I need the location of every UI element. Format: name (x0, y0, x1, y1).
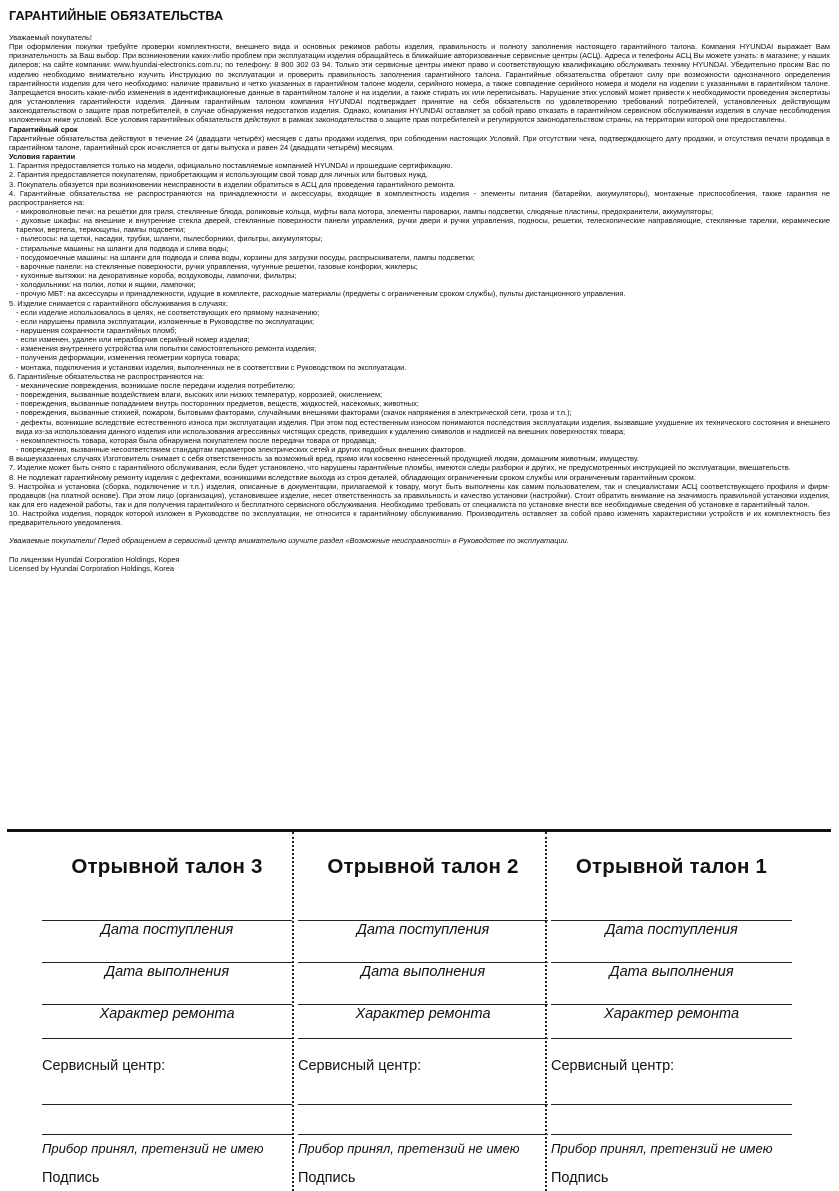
intro-paragraph: При оформлении покупки требуйте проверки комплектности, внешнего вида и основных режимов работы изделия, правильность и полноту заполнения настоящего гарантийного талона. Компания HYUNDAI выражает Вам признательность за Ваш выбор. При возникновении каких-либо проблем при эксплуатации изделия обращайтесь в ближайшие авторизованные сервисные центры (АСЦ). Адреса и телефоны АСЦ Вы можете узнать: в магазине; у наших дилеров; на сайте компании: www.hyundai-electronics.com.ru; по телефону: 8 800 302 03 94. Только эти сервисные центры имеют право и соответствующую квалификацию обслуживать технику HYUNDAI. Убедительно просим Вас по изделию необходимо внимательно изучить Инструкцию по эксплуатации и проверить правильность заполнения гарантийного талона. Гарантийные обязательства обретают силу при возможности однозначного определения гарантийности изделия для чего необходимо: наличие правильно и четко указанных в гарантийном талоне модели, серийного номера, а также совпадение серийного номера и модели на изделии с указанными в гарантийном талоне. Запрещается вносить какие-либо изменения в идентификационные данные в гарантийном талоне и на изделии, а также стирать их или переписывать. Нарушение этих условий может привести к необходимости проведения экспертизы для установления гарантийности изделия. Данным гарантийным талоном компания HYUNDAI подтверждает принятие на себя обязательств по удовлетворению требований потребителей, установленных действующим законодательством о защите прав потребителей, в случае обнаружения недостатков изделия. Однако, компания HYUNDAI оставляет за собой право отказать в гарантийном сервисном обслуживании изделия в случае несоблюдения изложенных ниже условий. Все условия гарантийных обязательств действуют в рамках законодательства о защите прав потребителей и регулируются законодательством страны, на территории которой они предоставлены. (9, 42, 830, 125)
completed-date-field[interactable]: Дата выполнения (360, 964, 486, 980)
condition-4-item: - кухонные вытяжки: на декоративные короба, воздуховоды, лампочки, фильтры; (16, 271, 297, 281)
condition-4-item: - духовые шкафы: на внешние и внутренние стекла дверей, стеклянные поверхности панели управления, ручки двери и ручки управления, подносы, решетки, телескопические направляющие, стеклянные тарелки, керамические тарелки, вертела, термощупы, лампы подсветки; (16, 216, 830, 235)
condition-5-item: - если нарушены правила эксплуатации, изложенные в Руководстве по эксплуатации; (16, 316, 315, 326)
coupon-line (551, 920, 792, 921)
coupon-line (298, 962, 548, 963)
repair-type-field[interactable]: Характер ремонта (355, 1006, 491, 1022)
coupon-line (551, 962, 792, 963)
condition-4-item: - холодильники: на полки, лотки и ящики, лампочки; (16, 280, 196, 290)
condition-4-item: - пылесосы: на щетки, насадки, трубки, шланги, пылесборники, фильтры, аккумуляторы; (16, 234, 323, 244)
condition-5-item: - монтажа, подключения и установки изделия, выполненных не в соответствии с Руководством по эксплуатации. (16, 362, 407, 372)
acceptance-statement: Прибор принял, претензий не имею (298, 1141, 520, 1156)
coupon-line (551, 1104, 792, 1105)
condition-6-item: - некомплектность товара, которая была обнаружена покупателем после передачи товара от продавца; (16, 435, 377, 445)
condition-6: 6. Гарантийные обязательства не распространяются на: (9, 371, 205, 381)
received-date-field[interactable]: Дата поступления (100, 922, 234, 938)
condition-4-item: - варочные панели: на стеклянные поверхности, ручки управления, чугунные решетки, газовые конфорки, жиклеры; (16, 261, 418, 271)
coupon-line (42, 920, 292, 921)
tear-off-coupons (0, 832, 839, 1191)
greeting: Уважаемый покупатель! (9, 33, 92, 42)
service-center-field[interactable]: Сервисный центр: (42, 1058, 166, 1074)
signature-field[interactable]: Подпись (298, 1170, 356, 1186)
condition-5-item: - нарушения сохранности гарантийных пломб; (16, 326, 177, 335)
acceptance-statement: Прибор принял, претензий не имею (42, 1141, 264, 1156)
coupon-line (551, 1004, 792, 1005)
condition-1: 1. Гарантия предоставляется только на модели, официально поставляемые компанией HYUNDAI и прошедшие сертификацию. (9, 161, 453, 171)
condition-4-item: - посудомоечные машины: на шланги для подвода и слива воды, корзины для загрузки посуды, распрыскиватели, лампы подсветки; (16, 252, 475, 262)
condition-4-item: - микроволновые печи: на решётки для гриля, стеклянные блюда, роликовые кольца, муфты вала мотора, элементы пароварки, лампы подсветки, слюдяные пластины, предохранители, аккумуляторы; (16, 206, 714, 216)
period-paragraph: Гарантийные обязательства действуют в течение 24 (двадцати четырёх) месяцев с даты продажи изделия, при соблюдении настоящих Условий. При отсутствии чека, подтверждающего дату продажи, и отсутствия печати продавца в гарантийном талоне, гарантийный срок исчисляется от даты выпуска и равен 24 (двадцати четырём) месяцам. (9, 133, 830, 152)
coupon-line (298, 1104, 548, 1105)
condition-5-item: - изменения внутреннего устройства или попытки самостоятельного ремонта изделия; (16, 344, 317, 354)
coupon-title: Отрывной талон 2 (327, 855, 519, 878)
received-date-field[interactable]: Дата поступления (605, 922, 738, 938)
coupon-3 (42, 832, 292, 1191)
license-ru: По лицензии Hyundai Corporation Holdings, Корея (9, 554, 180, 564)
condition-6-liability: В вышеуказанных случаях Изготовитель снимает с себя ответственность за возможный вред, прямо или косвенно нанесенный продукцией людям, домашним животным, имуществу. (9, 454, 639, 464)
condition-6-item: - повреждения, вызванные несоответствием стандартам параметров электрических сетей и других подобных внешних факторов. (16, 445, 466, 455)
period-heading: Гарантийный срок (9, 124, 78, 134)
condition-4: 4. Гарантийные обязательства не распространяются на принадлежности и аксессуары, входящие в комплектность изделия - элементы питания (батарейки, аккумуляторы), монтажные приспособления, также гарантия не распространяется на: (9, 188, 830, 207)
condition-2: 2. Гарантия предоставляется покупателям, приобретающим и использующим свой товар для личных или бытовых нужд. (9, 170, 428, 180)
condition-8: 8. Не подлежат гарантийному ремонту изделия с дефектами, возникшими вследствие выхода из строя деталей, обладающих ограниченным сроком службы или ограниченным гарантийным сроком. (9, 472, 696, 482)
service-center-field[interactable]: Сервисный центр: (551, 1058, 675, 1074)
conditions-heading: Условия гарантии (9, 152, 76, 162)
coupon-line (42, 1004, 292, 1005)
coupon-line (298, 1004, 548, 1005)
coupon-line (42, 1134, 292, 1135)
signature-field[interactable]: Подпись (42, 1170, 100, 1186)
condition-6-item: - повреждения, вызванные попаданием внутрь посторонних предметов, веществ, жидкостей, насекомых, животных; (16, 399, 419, 409)
document-title: ГАРАНТИЙНЫЕ ОБЯЗАТЕЛЬСТВА (9, 9, 224, 23)
coupon-1 (551, 832, 792, 1191)
license-en: Licensed by Hyundai Corporation Holdings, Korea (9, 563, 174, 573)
signature-field[interactable]: Подпись (551, 1170, 609, 1186)
coupon-title: Отрывной талон 3 (71, 855, 263, 878)
condition-5-item: - если изделие использовалось в целях, не соответствующих его прямому назначению; (16, 307, 320, 317)
condition-5: 5. Изделие снимается с гарантийного обслуживания в случаях: (9, 298, 228, 308)
completed-date-field[interactable]: Дата выполнения (104, 964, 230, 980)
condition-10: 10. Настройка изделия, порядок которой изложен в Руководстве по эксплуатации, не относится к гарантийному обслуживанию. Производитель оставляет за собой право изменять характеристики устройств и их комплектность без предварительного уведомления. (9, 509, 830, 528)
warranty-terms (9, 33, 830, 573)
coupon-line (298, 920, 548, 921)
acceptance-statement: Прибор принял, претензий не имею (551, 1141, 773, 1156)
condition-3: 3. Покупатель обязуется при возникновении неисправности в изделии обратиться в АСЦ для проведения гарантийного ремонта. (9, 179, 456, 189)
coupon-line (42, 1104, 292, 1105)
coupon-line (298, 1134, 548, 1135)
condition-5-item: - получения деформации, изменения геометрии корпуса товара; (16, 353, 240, 363)
condition-7: 7. Изделие может быть снято с гарантийного обслуживания, если будет установлено, что нарушены гарантийные пломбы, имеются следы разборки и других, не предусмотренных инструкцией по эксплуатации, вмешательств. (9, 463, 791, 473)
coupon-title: Отрывной талон 1 (575, 855, 768, 878)
coupon-line (42, 1038, 292, 1039)
coupon-2 (298, 832, 548, 1191)
condition-6-item: - повреждения, вызванные воздействием влаги, высоких или низких температур, коррозией, окислением; (16, 390, 383, 400)
completed-date-field[interactable]: Дата выполнения (609, 964, 734, 980)
coupon-line (42, 962, 292, 963)
condition-4-item: - прочую МБТ: на аксессуары и принадлежности, идущие в комплекте, расходные материалы (предметы с ограниченным сроком службы), пульты дистанционного управления. (16, 289, 626, 299)
coupon-line (551, 1134, 792, 1135)
service-center-field[interactable]: Сервисный центр: (298, 1058, 422, 1074)
condition-9: 9. Настройка и установка (сборка, подключение и т.п.) изделия, описанные в документации, прилагаемой к товару, могут быть выполнены как самим пользователем, так и специалистами АСЦ соответствующего профиля и фирм-продавцов (на платной основе). При этом лицо (организация), установившее изделие, несет ответственность за правильность и качество установки (настройки). Стоит обратить внимание на значимость правильной установки изделия, как для его надежной работы, так и для получения гарантийного и бесплатного сервисного обслуживания. Необходимо требовать от специалиста по установке внести все необходимые сведения об установке в гарантийный талон. (9, 481, 830, 509)
cut-line (292, 832, 294, 1191)
coupon-line (298, 1038, 548, 1039)
customer-note: Уважаемые покупатели! Перед обращением в сервисный центр внимательно изучите раздел «Возможные неисправности» в Руководстве по эксплуатации. (9, 536, 569, 546)
condition-6-item: - механические повреждения, возникшие после передачи изделия потребителю; (16, 380, 295, 390)
condition-5-item: - если изменен, удален или неразборчив серийный номер изделия; (16, 335, 250, 345)
condition-6-item: - дефекты, возникшие вследствие естественного износа при эксплуатации изделия. При этом под естественным износом понимаются последствия эксплуатации изделия, вызвавшие ухудшение их технического состояния и внешнего вида из-за использования данного изделия или использования агрессивных чистящих средств, приведших к удалению символов и надписей на внешних поверхностях товара; (16, 417, 830, 436)
condition-6-item: - повреждения, вызванные стихией, пожаром, бытовыми факторами, случайными внешними факторами (скачок напряжения в электрической сети, гроза и т.п.); (16, 408, 572, 418)
condition-4-item: - стиральные машины: на шланги для подвода и слива воды; (16, 243, 229, 253)
received-date-field[interactable]: Дата поступления (356, 922, 490, 938)
repair-type-field[interactable]: Характер ремонта (99, 1006, 235, 1022)
coupon-line (551, 1038, 792, 1039)
repair-type-field[interactable]: Характер ремонта (603, 1006, 740, 1022)
